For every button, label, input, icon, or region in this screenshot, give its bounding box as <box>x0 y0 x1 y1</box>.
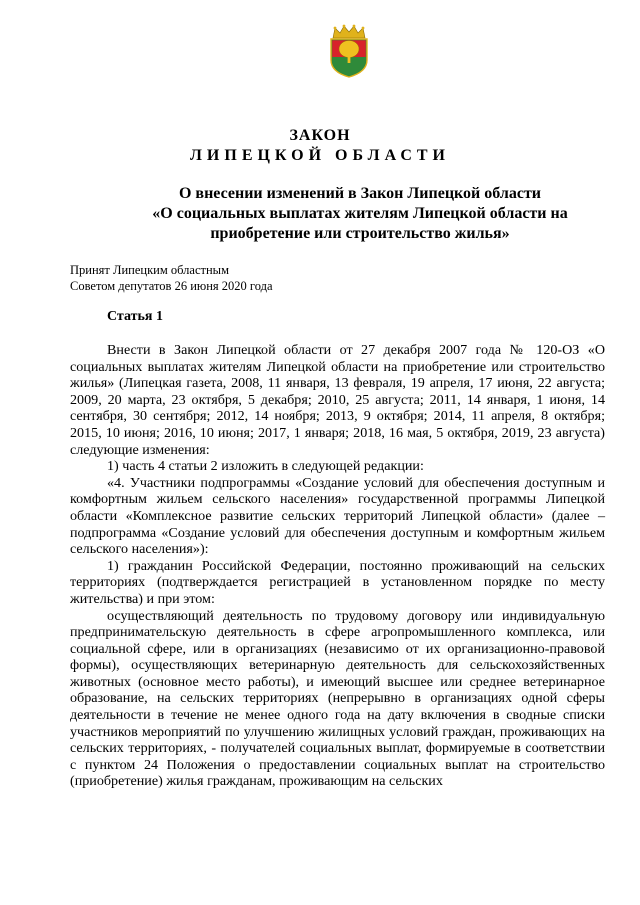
paragraph: Внести в Закон Липецкой области от 27 декабря 2007 года № 120-ОЗ «О социальных выплатах жителям Липецкой области на приобретение или строительство жилья» (Липецкая газета, 2008, 11 января, 13 февраля, 19 апреля, 17 июня, 22 августа; 2009, 20 марта, 23 октября, 5 декабря; 2010, 25 августа; 2011, 14 января, 1 июня, 14 сентября, 30 сентября; 2012, 14 ноября; 2013, 9 октября; 2014, 11 апреля, 8 октября; 2015, 10 июня; 2016, 10 июня; 2017, 1 января; 2018, 16 мая, 5 октября, 2019, 23 августа) следующие изменения: <box>70 342 605 458</box>
law-title-line: «О социальных выплатах жителям Липецкой области на <box>152 205 568 222</box>
lipetsk-coat-of-arms-icon <box>327 24 371 78</box>
article-heading: Статья 1 <box>107 309 163 324</box>
paragraph: «4. Участники подпрограммы «Создание условий для обеспечения доступным и комфортным жильем сельского населения» государственной программы Липецкой области «Комплексное развитие сельских территорий Липецкой области» (далее – подпрограмма «Создание условий для обеспечения доступным и комфортным жильем сельского населения»): <box>70 474 605 558</box>
adoption-line: Принят Липецким областным <box>70 263 229 277</box>
adoption-line: Советом депутатов 26 июня 2020 года <box>70 279 273 293</box>
paragraph: 1) часть 4 статьи 2 изложить в следующей редакции: <box>107 458 424 475</box>
law-title <box>100 184 620 244</box>
paragraph: 1) гражданин Российской Федерации, постоянно проживающий на сельских территориях (подтверждается регистрацией в установленном порядке по месту жительства) и при этом: <box>70 557 605 607</box>
law-title-line: приобретение или строительство жилья» <box>210 225 510 242</box>
adoption-note <box>70 262 273 294</box>
law-title-line: О внесении изменений в Закон Липецкой области <box>178 185 542 202</box>
law-heading: ЗАКОН <box>289 127 351 144</box>
region-heading: ЛИПЕЦКОЙ ОБЛАСТИ <box>190 147 450 164</box>
article-body <box>70 342 605 790</box>
paragraph: осуществляющий деятельность по трудовому договору или индивидуальную предпринимательскую деятельность в сфере агропромышленного комплекса, или социальной сфере, или в организациях (независимо от их организационно-правовой формы), осуществляющих ветеринарную деятельность для сельскохозяйственных животных (основное место работы), и имеющий высшее или среднее ветеринарное образование, на сельских территориях (непрерывно в организациях одной сферы деятельности в течение не менее одного года на дату включения в сводные списки участников мероприятий по улучшению жилищных условий граждан, проживающих на сельских территориях, - получателей социальных выплат, формируемые в соответствии с пунктом 24 Положения о предоставлении социальных выплат на строительство (приобретение) жилья гражданам, проживающим на сельских <box>70 607 605 790</box>
